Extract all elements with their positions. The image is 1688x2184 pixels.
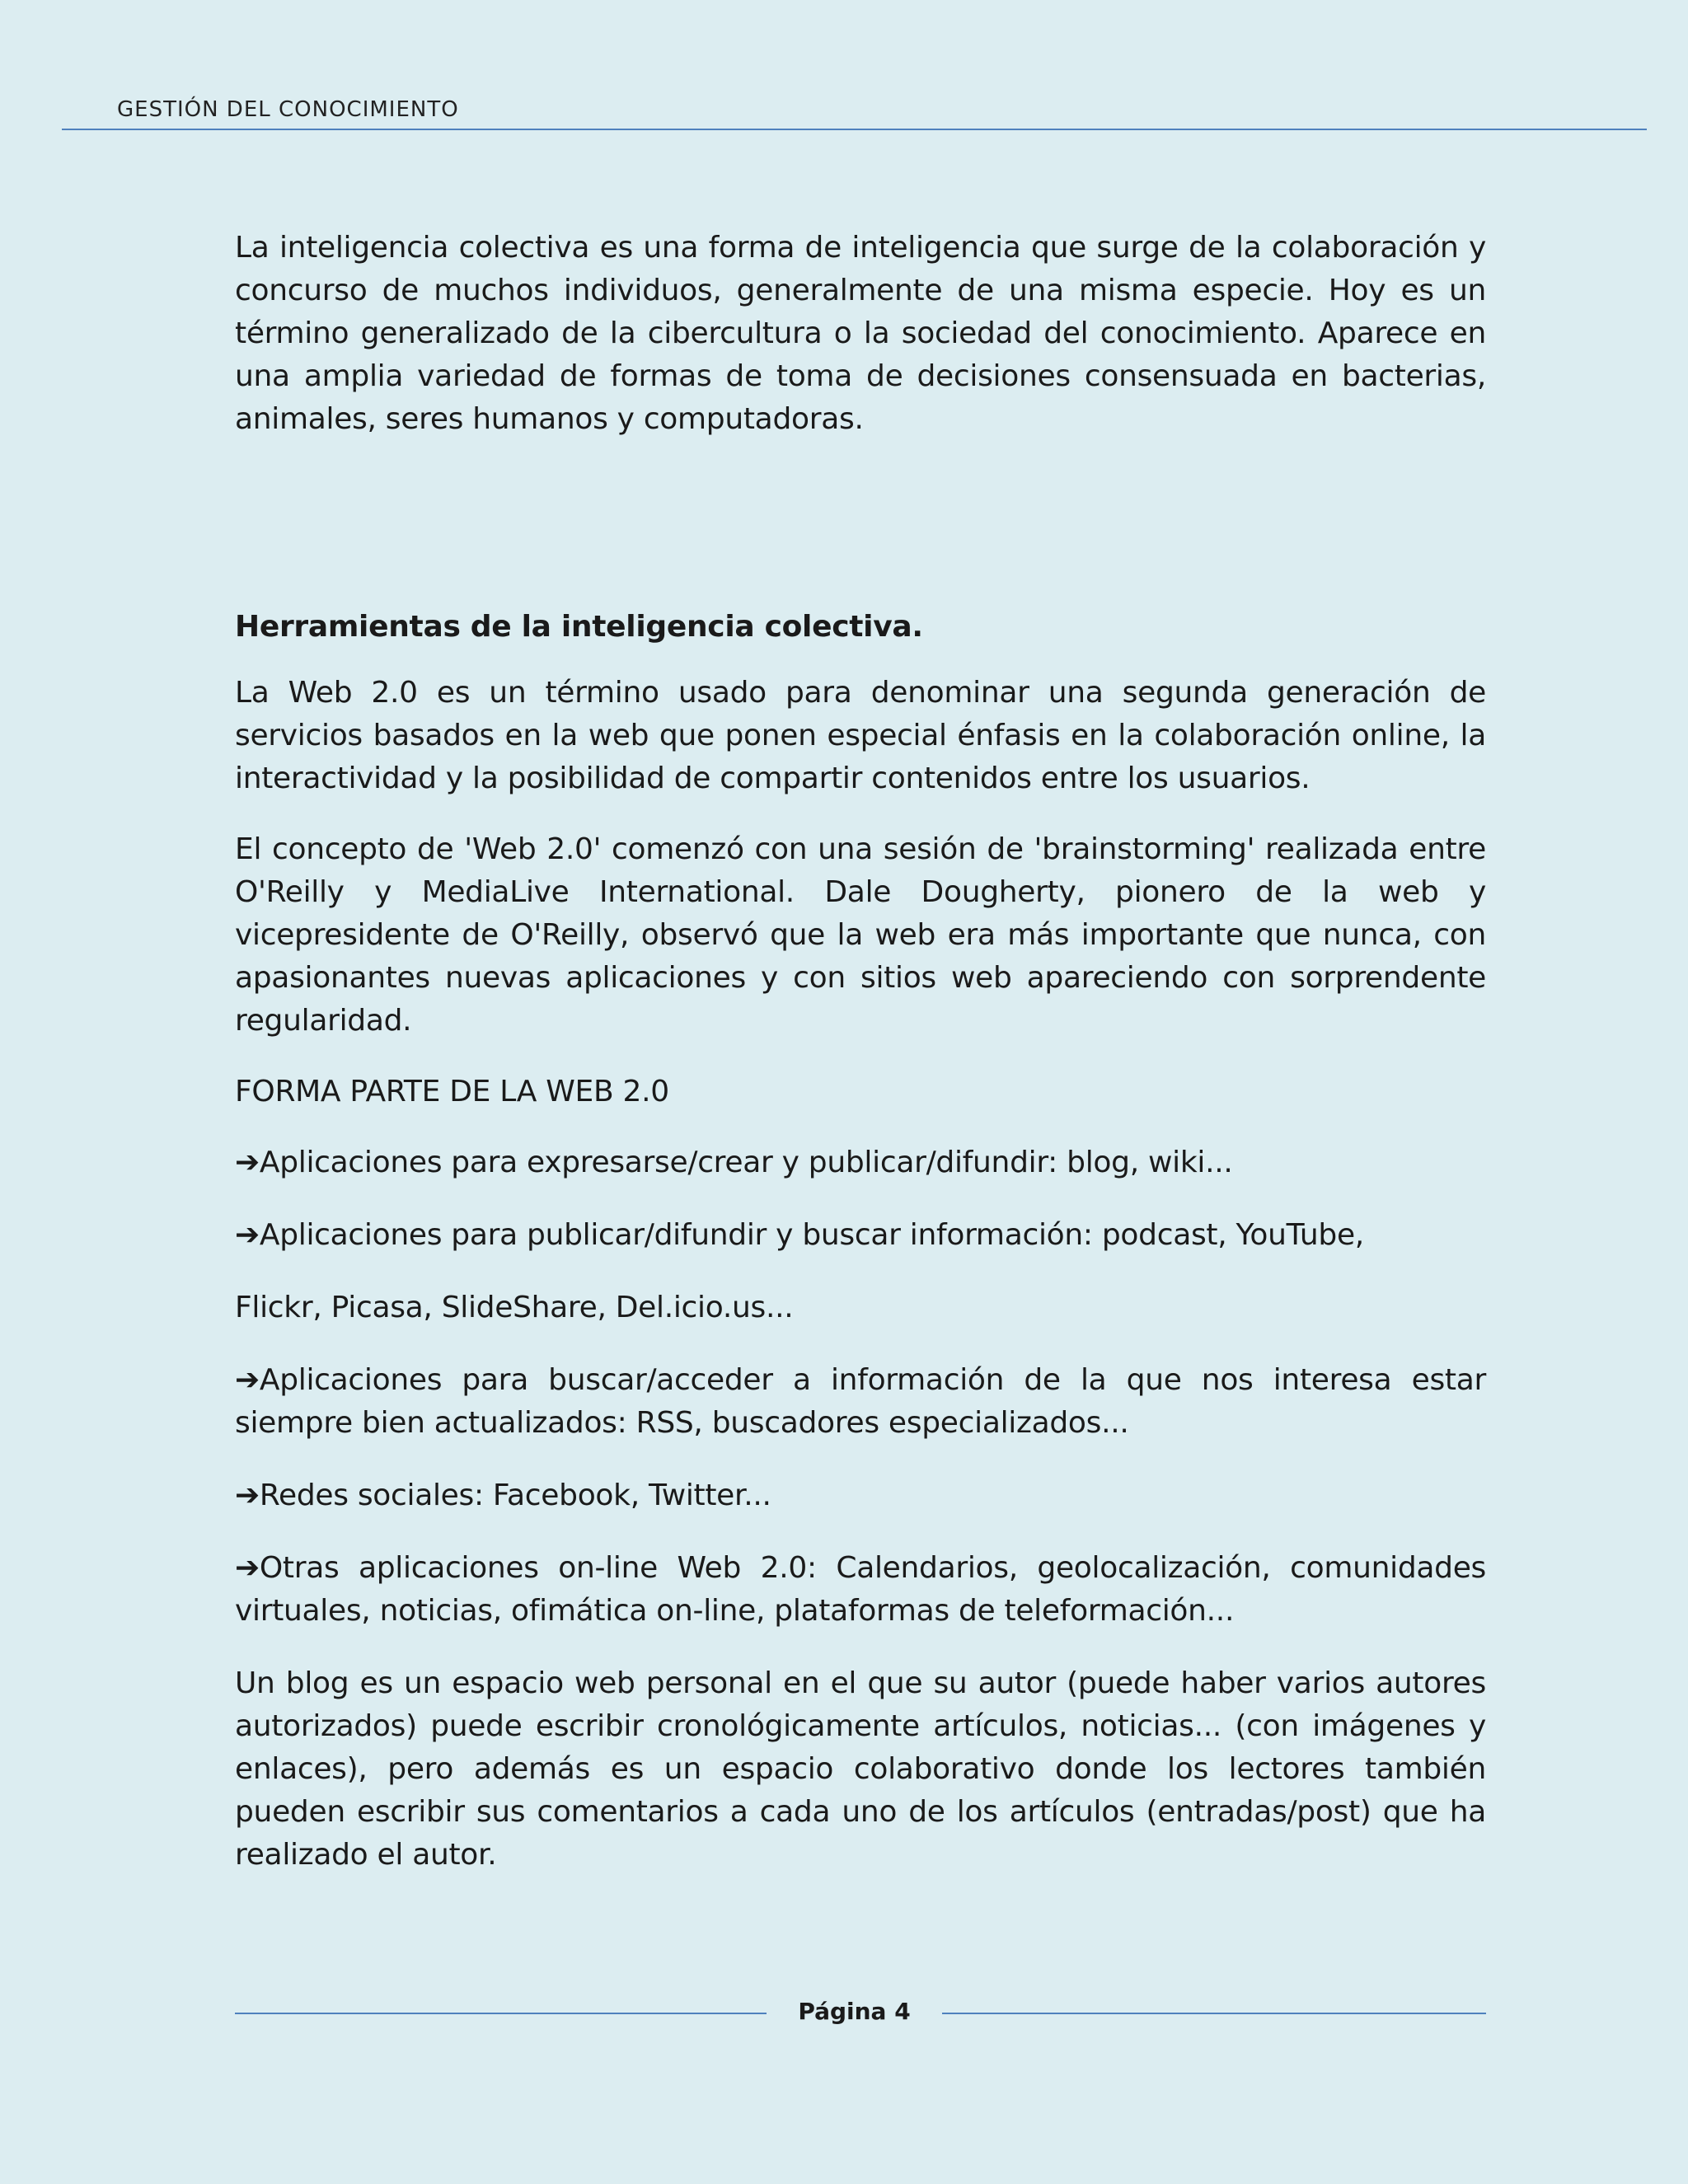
web20-definition-paragraph: La Web 2.0 es un término usado para denominar una segunda generación de servicios basados en la web que ponen especial énfasis en la colaboración online, la interactividad y la posibilidad de compartir contenidos entre los usuarios.	[235, 676, 1486, 795]
section-heading: Herramientas de la inteligencia colectiva.	[235, 610, 923, 644]
list-item-text: Aplicaciones para expresarse/crear y publicar/difundir: blog, wiki...	[259, 1146, 1233, 1179]
footer-divider-right	[942, 2013, 1486, 2014]
list-item	[235, 1214, 1486, 1257]
list-item-text: Redes sociales: Facebook, Twitter...	[259, 1479, 771, 1512]
list-title: FORMA PARTE DE LA WEB 2.0	[235, 1075, 669, 1108]
blog-paragraph: Un blog es un espacio web personal en el que su autor (puede haber varios autores autorizados) puede escribir cronológicamente artículos, noticias... (con imágenes y enlaces), pero además es un espacio colaborativo donde los lectores también pueden escribir sus comentarios a cada uno de los artículos (entradas/post) que ha realizado el autor.	[235, 1666, 1486, 1872]
list-item	[235, 1547, 1486, 1633]
arrow-icon: ➔	[235, 1363, 260, 1397]
arrow-icon: ➔	[235, 1479, 260, 1512]
page-number: Página 4	[798, 1998, 911, 2025]
list-item-continuation: Flickr, Picasa, SlideShare, Del.icio.us...	[235, 1291, 794, 1324]
page-body	[235, 227, 1486, 1905]
arrow-icon: ➔	[235, 1218, 260, 1252]
page-footer	[235, 1994, 1486, 2032]
intro-paragraph: La inteligencia colectiva es una forma de inteligencia que surge de la colaboración y concurso de muchos individuos, generalmente de una misma especie. Hoy es un término generalizado de la cibercultura o la sociedad del conocimiento. Aparece en una amplia variedad de formas de toma de decisiones consensuada en bacterias, animales, seres humanos y computadoras.	[235, 231, 1486, 436]
list-item	[235, 1141, 1486, 1184]
arrow-icon: ➔	[235, 1146, 260, 1179]
web20-origin-paragraph: El concepto de 'Web 2.0' comenzó con una sesión de 'brainstorming' realizada entre O'Reilly y MediaLive International. Dale Dougherty, pionero de la web y vicepresidente de O'Reilly, observó que la web era más importante que nunca, con apasionantes nuevas aplicaciones y con sitios web apareciendo con sorprendente regularidad.	[235, 832, 1486, 1038]
list-item-text: Otras aplicaciones on-line Web 2.0: Calendarios, geolocalización, comunidades virtuales, noticias, ofimática on-line, plataformas de teleformación...	[235, 1551, 1486, 1628]
running-header: GESTIÓN DEL CONOCIMIENTO	[117, 97, 459, 122]
footer-divider-left	[235, 2013, 767, 2014]
list-item-text: Aplicaciones para buscar/acceder a información de la que nos interesa estar siempre bien actualizados: RSS, buscadores especializados...	[235, 1363, 1486, 1440]
list-item	[235, 1359, 1486, 1445]
arrow-icon: ➔	[235, 1551, 260, 1585]
list-item-text: Aplicaciones para publicar/difundir y buscar información: podcast, YouTube,	[259, 1218, 1364, 1252]
header-divider	[62, 129, 1647, 130]
list-item	[235, 1474, 1486, 1517]
